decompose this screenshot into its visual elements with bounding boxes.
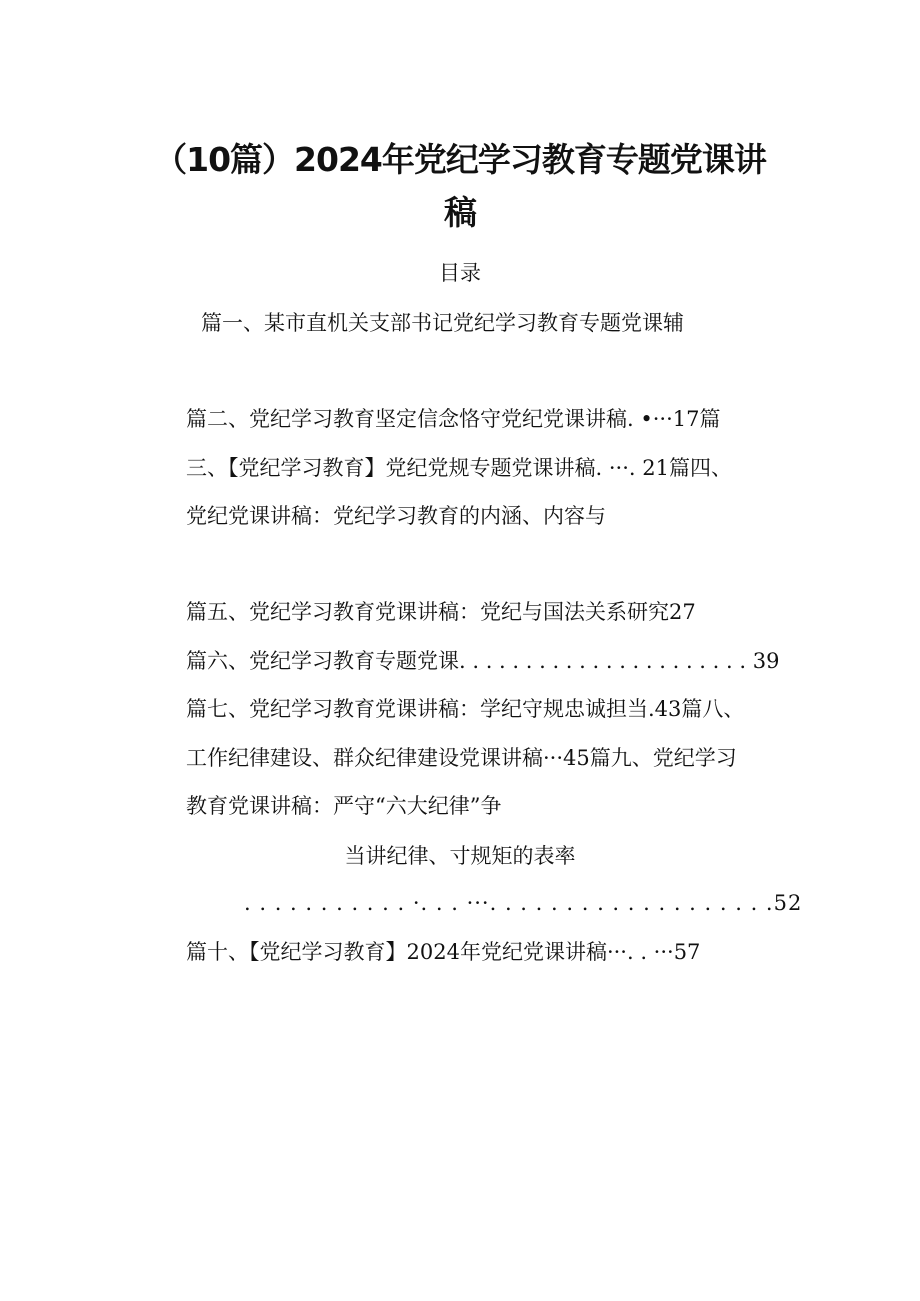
document-title-line-2: 稿 xyxy=(444,193,476,232)
toc-line: 篇五、党纪学习教育党课讲稿：党纪与国法关系研究27 xyxy=(186,600,696,624)
toc-line: 教育党课讲稿：严守“六大纪律”争 xyxy=(186,794,502,818)
toc-line-leader: . . . . . . . . . . . ·. . . ···. . . . . . . . . . . . . . . . . . .52 xyxy=(244,891,803,915)
toc-line: 篇七、党纪学习教育党课讲稿：学纪守规忠诚担当.43篇八、 xyxy=(186,697,745,721)
toc-line: 工作纪律建设、群众纪律建设党课讲稿···45篇九、党纪学习 xyxy=(186,746,737,770)
document-title-line-1: （10篇）2024年党纪学习教育专题党课讲 xyxy=(154,140,766,179)
toc-line: 三、【党纪学习教育】党纪党规专题党课讲稿. ···. 21篇四、 xyxy=(186,456,732,480)
toc-line: 篇十、【党纪学习教育】2024年党纪党课讲稿···. . ···57 xyxy=(186,940,701,964)
toc-line: 当讲纪律、寸规矩的表率 xyxy=(344,844,576,868)
toc-line: 篇二、党纪学习教育坚定信念恪守党纪党课讲稿. •···17篇 xyxy=(186,407,721,431)
toc-heading: 目录 xyxy=(439,261,481,285)
toc-line: 党纪党课讲稿：党纪学习教育的内涵、内容与 xyxy=(186,504,606,528)
toc-line: 篇六、党纪学习教育专题党课. . . . . . . . . . . . . . . . . . . . . . 39 xyxy=(186,649,780,673)
toc-line: 篇一、某市直机关支部书记党纪学习教育专题党课辅 xyxy=(201,311,684,335)
